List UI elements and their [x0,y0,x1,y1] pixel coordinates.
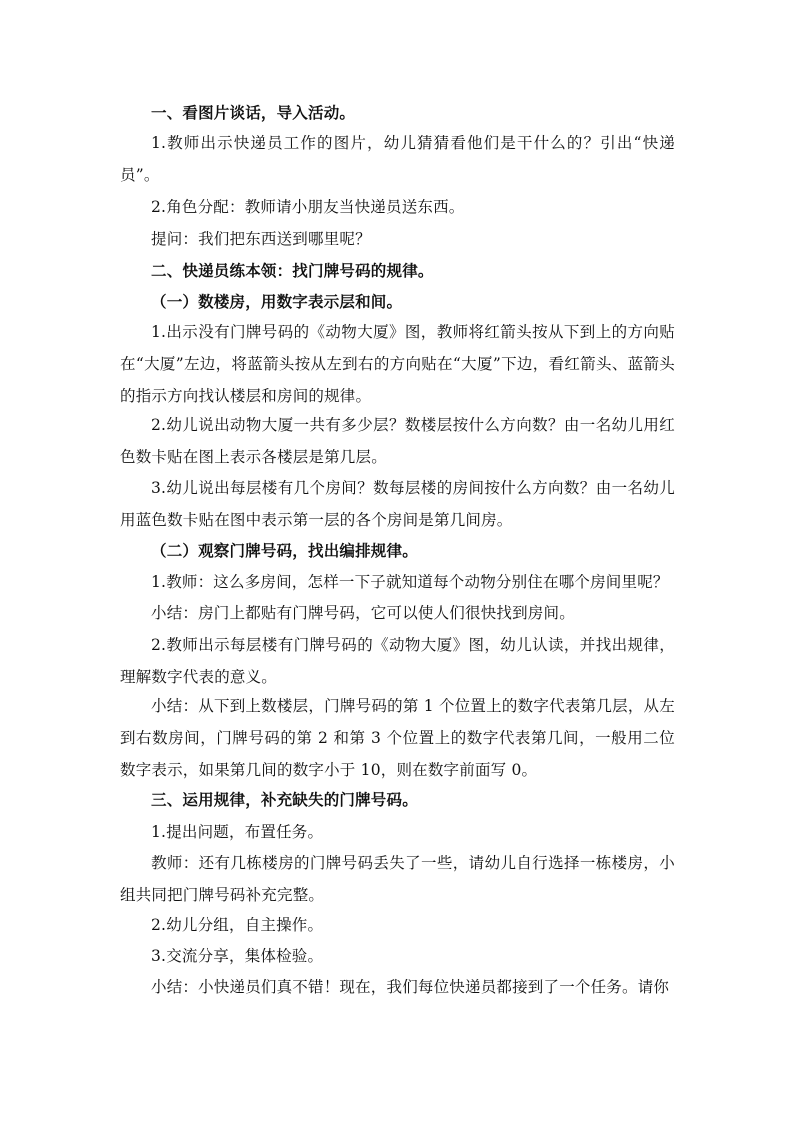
paragraph: 小结：房门上都贴有门牌号码，它可以使人们很快找到房间。 [151,604,575,622]
section-heading-3: 三、运用规律，补充缺失的门牌号码。 [151,790,418,809]
subsection-heading-1: （一）数楼房，用数字表示层和间。 [151,292,403,311]
paragraph: 2.角色分配：教师请小朋友当快递员送东西。 [151,198,465,216]
paragraph: 1.出示没有门牌号码的《动物大厦》图，教师将红箭头按从下到上的方向贴在“大厦”左边，将蓝箭头按从左到右的方向贴在“大厦”下边，看红箭头、蓝箭头的指示方向找认楼层和房间的规律。 [120,323,675,405]
subsection-heading-2: （二）观察门牌号码，找出编排规律。 [151,541,418,560]
paragraph: 教师：还有几栋楼房的门牌号码丢失了一些，请幼儿自行选择一栋楼房，小组共同把门牌号码补充完整。 [120,854,675,904]
paragraph: 3.交流分享，集体检验。 [151,947,324,965]
paragraph: 1.提出问题，布置任务。 [151,823,324,841]
section-heading-1: 一、看图片谈话，导入活动。 [151,103,356,122]
paragraph: 提问：我们把东西送到哪里呢？ [151,230,371,248]
paragraph: 1.教师：这么多房间，怎样一下子就知道每个动物分别住在哪个房间里呢？ [151,573,669,591]
paragraph: 2.幼儿分组，自主操作。 [151,916,324,934]
paragraph: 小结：从下到上数楼层，门牌号码的第 1 个位置上的数字代表第几层，从左到右数房间，门牌号码的第 2 和第 3 个位置上的数字代表第几间，一般用二位数字表示，如果第几间的数字小于 10，则在数字前面写 0。 [120,697,675,779]
section-heading-2: 二、快递员练本领：找门牌号码的规律。 [151,261,434,280]
paragraph: 1.教师出示快递员工作的图片，幼儿猜猜看他们是干什么的？引出“快递员”。 [120,134,675,184]
paragraph: 2.教师出示每层楼有门牌号码的《动物大厦》图，幼儿认读，并找出规律，理解数字代表的意义。 [120,636,675,686]
paragraph: 2.幼儿说出动物大厦一共有多少层？数楼层按什么方向数？由一名幼儿用红色数卡贴在图上表示各楼层是第几层。 [120,416,675,466]
paragraph: 3.幼儿说出每层楼有几个房间？数每层楼的房间按什么方向数？由一名幼儿用蓝色数卡贴在图中表示第一层的各个房间是第几间房。 [120,479,675,529]
paragraph: 小结：小快递员们真不错！现在，我们每位快递员都接到了一个任务。请你 [151,978,670,996]
